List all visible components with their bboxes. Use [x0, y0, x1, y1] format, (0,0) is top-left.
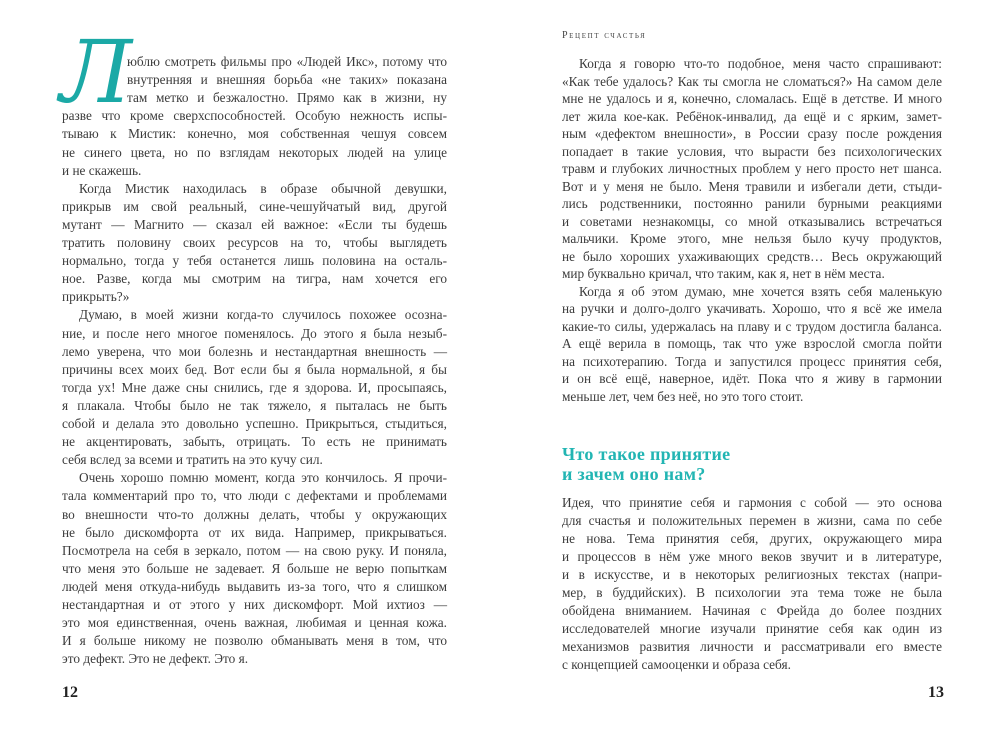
text-line: прикрыв им свой реальный, сине-чешуйчатый вид, другой	[62, 198, 447, 214]
text-line: на ручки и долго-долго укачивать. Хорошо, что я всё же имела	[562, 301, 942, 316]
text-line: Когда Мистик находилась в образе обычной девушки,	[79, 180, 447, 196]
text-line: это моя единственная, очень важная, любимая и ценная кожа.	[62, 615, 447, 631]
text-line: ние, и после него многое поменялось. До этого я была незыб-	[62, 325, 447, 341]
text-line: нормально, тогда у тебя останется лишь половина на осталь-	[62, 253, 447, 269]
text-line: Вот и у меня не было. Меня травили и избегали дети, стыди-	[562, 178, 942, 194]
text-line: во внешности что-то должны делать, чтобы у окружающих	[62, 506, 447, 522]
text-line: меньше лет, чем без неё, но это того стоит.	[562, 388, 804, 404]
text-line: мальчики. Кроме этого, мне нельзя было кучу продуктов,	[562, 231, 942, 246]
text-line: и в искусстве, и в некоторых религиозных текстах (напри-	[562, 567, 942, 582]
text-line: лемо уверена, что мои болезнь и нестандартная внешность —	[62, 343, 447, 359]
text-line: причины всех моих бед. Вот если бы я была нормальной, я бы	[62, 361, 447, 377]
text-line: прикрыть?»	[62, 289, 130, 305]
text-line: не синего цвета, но по взглядам некоторых людей на улице	[62, 144, 447, 160]
text-line: разве что кроме сверхспособностей. Особую нежность испы-	[62, 108, 447, 124]
text-line: юблю смотреть фильмы про «Людей Икс», потому что	[127, 54, 447, 69]
section-heading-line-1: Что такое принятие	[562, 444, 731, 464]
text-line: обойдена вниманием. Начиная с Фрейда до более поздних	[562, 603, 942, 618]
text-line: это дефект. Это не дефект. Это я.	[62, 651, 249, 667]
running-head: Рецепт счастья	[562, 30, 647, 41]
text-line: И я больше никому не позволю обманывать меня в том, что	[62, 633, 447, 649]
text-line: механизмов развития личности и рассматривали его вместе	[562, 639, 942, 654]
text-line: и советами незнакомцы, со мной отказывались встречаться	[562, 213, 942, 229]
text-line: исследователей многие изучали принятие себя как один из	[562, 621, 942, 636]
text-line: Когда я говорю что-то подобное, меня часто спрашивают:	[579, 56, 942, 71]
section-heading-line-2: и зачем оно нам?	[562, 464, 706, 484]
text-line: людей меня откуда-нибудь выдавить из-за того, что я слишком	[62, 578, 447, 594]
text-line: лись родственники, постоянно ранили бурными реакциями	[562, 196, 942, 211]
text-line: нестандартная и от этого у них дискомфорт. Мой ихтиоз —	[62, 597, 447, 612]
text-line: я плакала. Чтобы было не так тяжело, я пыталась не быть	[62, 397, 447, 413]
text-line: травм и глубоких личностных проблем у него просто нет шанса.	[562, 161, 942, 176]
text-line: с концепцией самооценки и образа себя.	[562, 657, 791, 672]
text-line: лет жила кое-как. Ребёнок-инвалид, да ещё и с ярким, замет-	[562, 108, 942, 124]
text-line: Посмотрела на себя в зеркало, потом — на свою руку. И поняла,	[62, 542, 447, 558]
drop-cap: Л	[60, 23, 132, 123]
text-line: Очень хорошо помню момент, когда это кончилось. Я прочи-	[79, 470, 447, 486]
text-line: тываю к Мистик: конечно, моя собственная чешуя совсем	[62, 126, 447, 142]
text-line: Когда я об этом думаю, мне хочется взять себя маленькую	[579, 283, 942, 299]
text-line: Идея, что принятие себя и гармония с собой — это основа	[562, 495, 942, 510]
text-line: тогда ух! Мне даже сны снились, где я здорова. И, просыпаясь,	[62, 379, 447, 395]
text-line: и не скажешь.	[62, 162, 142, 178]
text-line: там метко и безжалостно. Прямо как в жизни, ну	[127, 90, 447, 106]
text-line: «Как тебе удалось? Как ты смогла не сломаться?» На самом деле	[562, 73, 942, 89]
text-line: не было хороших ухаживающих средств… Весь окружающий	[562, 248, 942, 264]
page-number-right: 13	[928, 684, 944, 701]
text-line: ным «дефектом внешности», в России сразу после рождения	[562, 126, 942, 141]
text-line: попадает в такие условия, что вырасти без психологических	[562, 143, 942, 159]
text-line: не нова. Тема принятия себя, других, окружающего мира	[562, 531, 942, 546]
text-line: для счастья и положительных перемен в жизни, сама по себе	[562, 513, 942, 528]
text-line: мер, в буддийских). В психологии эта тема тоже не была	[562, 585, 942, 600]
text-line: что меня это больше не задевает. Я больше не верю попыткам	[62, 560, 447, 576]
text-line: тала комментарий про то, что люди с дефектами и проблемами	[62, 488, 447, 504]
text-line: А ещё верила в помощь, так что уже взрослой смогла пойти	[562, 336, 942, 351]
text-line: мир буквально кричал, что таким, как я, нет в нём места.	[562, 266, 885, 281]
text-line: внутренняя и внешняя борьба «не таких» показана	[127, 72, 447, 88]
text-line: Думаю, в моей жизни когда-то случилось похожее осозна-	[79, 307, 447, 323]
text-line: на психотерапию. Тогда и запустился процесс принятия себя,	[562, 353, 942, 369]
right-page	[500, 0, 1000, 752]
page-number-left: 12	[62, 684, 78, 701]
text-line: мне не удалось и я, конечно, сломалась. Ещё в детстве. И много	[562, 91, 942, 106]
text-line: и процессов в нём уже много веков звучит и в литературе,	[562, 549, 942, 564]
text-line: не акцентировать, забыть, отрицать. То есть не принимать	[62, 434, 447, 450]
text-line: ное. Разве, когда мы смотрим на тигра, нам хочется его	[62, 271, 447, 287]
text-line: тратить половину своих ресурсов на то, чтобы выглядеть	[62, 235, 447, 250]
text-line: себя вслед за всеми и тратить на это кучу сил.	[62, 452, 323, 468]
text-line: мутант — Магнито — сказал ей важное: «Если ты будешь	[62, 216, 447, 232]
text-line: и он всё ещё, наверное, идёт. Пока что я живу в гармонии	[562, 371, 942, 386]
text-line: собой и делала это довольно успешно. Прикрыться, стыдиться,	[62, 416, 447, 431]
text-line: какие-то силы, удержалась на плаву и с трудом достигла баланса.	[562, 318, 942, 334]
text-line: не было дискомфорта от их вида. Например, прикрываться.	[62, 524, 447, 540]
